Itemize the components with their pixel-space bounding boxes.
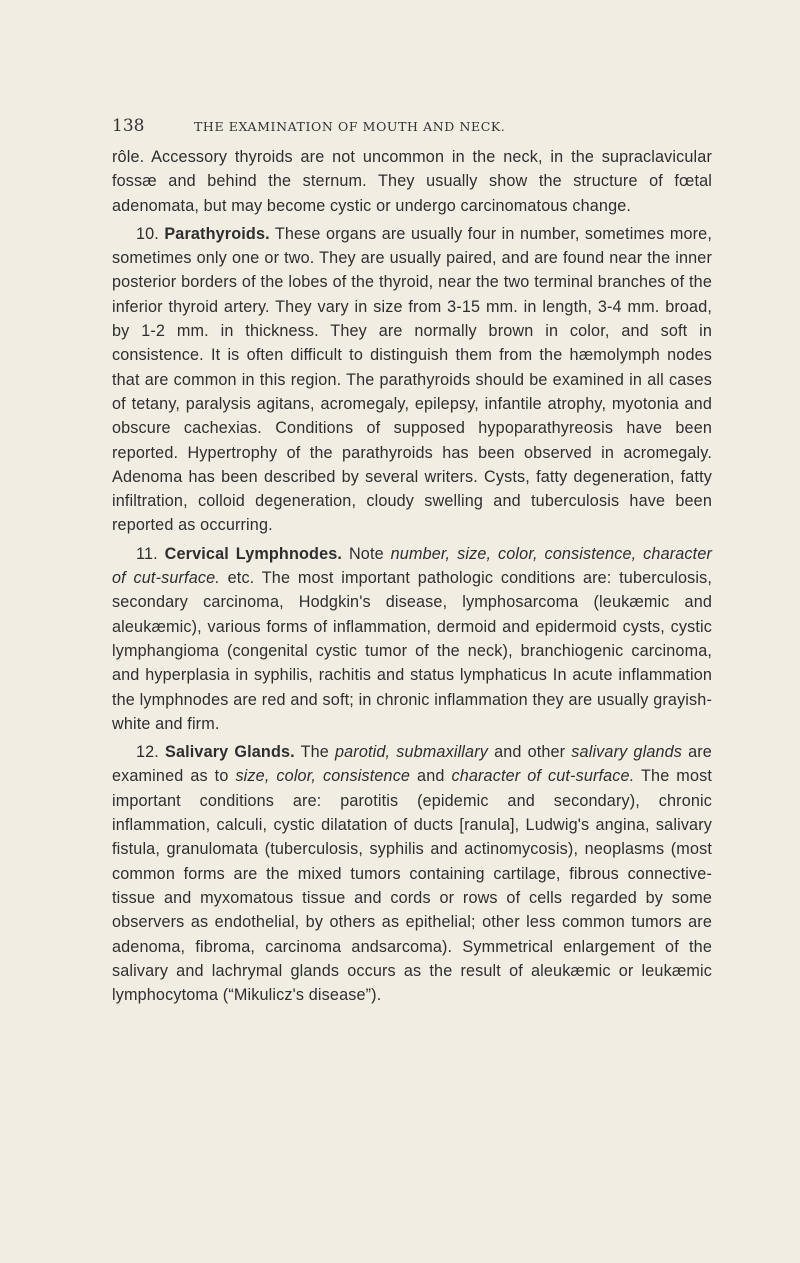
- paragraph-accessory-thyroids: [112, 145, 712, 218]
- italic-text: salivary glands: [571, 743, 683, 762]
- italic-text: parotid, submaxillary: [334, 743, 488, 762]
- italic-text: number, size, color, consistence, character of cut-surface.: [112, 544, 713, 588]
- paragraph-text: etc. The most important pathologic conditions are: tuberculosis, secondary carcinoma, Hodgkin's disease, lymphosarcoma (leukæmic and aleukæmic), various forms of inflammation, dermoid and epidermoid cysts, cystic lymphangioma (congenital cystic tumor of the neck), branchiogenic carcinoma, and hyperplasia in syphilis, rachitis and status lymphaticus In acute inflammation the lymphnodes are red and soft; in chronic inflammation they are usually grayish-white and firm.: [112, 569, 712, 733]
- section-number: 11.: [136, 544, 158, 563]
- page-number: 138: [112, 116, 145, 136]
- paragraph-text: These organs are usually four in number, sometimes more, sometimes only one or two. They are usually paired, and are found near the inner posterior borders of the lobes of the thyroid, near the two terminal branches of the inferior thyroid artery. They vary in size from 3-15 mm. in length, 3-4 mm. broad, by 1-2 mm. in thickness. They are normally brown in color, and soft in consistence. It is often difficult to distinguish them from the hæmolymph nodes that are common in this region. The parathyroids should be examined in all cases of tetany, paralysis agitans, acromegaly, epilepsy, infantile atrophy, myotonia and obscure cachexias. Conditions of supposed hypoparathyreosis have been reported. Hypertrophy of the parathyroids has been observed in acromegaly. Adenoma has been described by several writers. Cysts, fatty degeneration, fatty infiltration, colloid degeneration, cloudy swelling and tuberculosis have been reported as occurring.: [112, 224, 712, 535]
- italic-text: character of cut-surface.: [451, 767, 635, 786]
- section-number: 10.: [136, 224, 159, 243]
- paragraph-text: The most important conditions are: parotitis (epidemic and secondary), chronic inflammation, calculi, cystic dilatation of ducts [ranula], Ludwig's angina, salivary fistula, granulomata (tuberculosis, syphilis and actinomycosis), neoplasms (most common forms are the mixed tumors containing cartilage, fibrous connective-tissue and myxomatous tissue and cords or rows of cells regarded by some observers as endothelial, by others as epithelial; other less common tumors are adenoma, fibroma, carcinoma andsarcoma). Symmetrical enlargement of the salivary and lachrymal glands occurs as the result of aleukæmic or leukæmic lymphocytoma (“Mikulicz's disease”).: [112, 767, 712, 1005]
- page-body: [112, 145, 712, 1007]
- connector-text: are examined as to: [112, 743, 712, 786]
- connector-text: and: [417, 767, 445, 786]
- connector-text: and other: [494, 743, 566, 762]
- section-heading: Parathyroids.: [164, 224, 270, 243]
- paragraph-cervical-lymphnodes: [112, 542, 712, 736]
- running-header: [112, 116, 712, 140]
- paragraph-salivary-glands: [112, 740, 712, 1007]
- lead-text: The: [300, 743, 329, 762]
- section-number: 12.: [136, 743, 159, 762]
- paragraph-parathyroids: [112, 222, 712, 538]
- italic-text: size, color, consistence: [235, 767, 411, 786]
- lead-text: Note: [348, 544, 384, 563]
- section-heading: Salivary Glands.: [165, 743, 295, 762]
- section-heading: Cervical Lymphnodes.: [164, 544, 343, 563]
- running-title: THE EXAMINATION OF MOUTH AND NECK.: [194, 119, 506, 134]
- paragraph-text: rôle. Accessory thyroids are not uncommon in the neck, in the supraclavicular fossæ and behind the sternum. They usually show the structure of fœtal adenomata, but may become cystic or undergo carcinomatous change.: [112, 148, 712, 215]
